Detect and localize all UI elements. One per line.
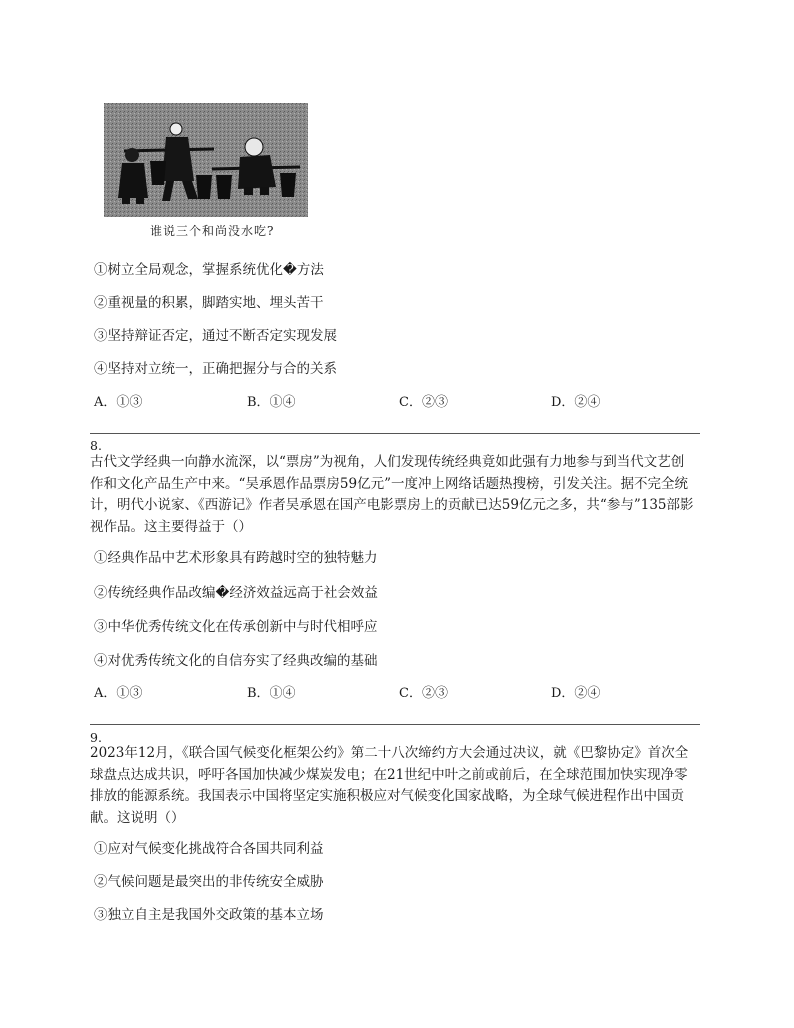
q9-stem (90, 743, 700, 829)
q7-statement-2: ②重视量的积累，脚踏实地、埋头苦干 (94, 295, 324, 311)
q7-statement-1: ①树立全局观念，掌握系统优化�方法 (94, 262, 324, 278)
q8-stem-line-2: 作和文化产品生产中来。“吴承恩作品票房59亿元”一度冲上网络话题热搜榜，引发关注。据不完全统 (90, 475, 688, 492)
q7-statement-4: ④坚持对立统一，正确把握分与合的关系 (94, 361, 337, 377)
q9-stem-line-4: 献。这说明（） (90, 809, 185, 826)
question-divider (90, 724, 700, 725)
cartoon-image (104, 103, 308, 217)
q9-statement-1: ①应对气候变化挑战符合各国共同利益 (94, 841, 324, 857)
q8-statement-4: ④对优秀传统文化的自信夯实了经典改编的基础 (94, 653, 378, 669)
q8-number: 8. (90, 438, 102, 453)
q7-option-a[interactable]: A．①③ (94, 395, 143, 410)
q8-stem-line-4: 视作品。这主要得益于（） (90, 518, 252, 535)
q9-stem-line-1: 2023年12月，《联合国气候变化框架公约》第二十八次缔约方大会通过决议，就《巴黎协定》首次全 (90, 745, 689, 761)
q9-stem-line-2: 球盘点达成共识，呼吁各国加快减少煤炭发电；在21世纪中叶之前或前后，在全球范围加快实现净零 (90, 766, 688, 783)
q7-statement-3: ③坚持辩证否定，通过不断否定实现发展 (94, 328, 337, 344)
q9-statement-2: ②气候问题是最突出的非传统安全威胁 (94, 874, 324, 890)
q8-option-c[interactable]: C．②③ (399, 686, 448, 701)
q9-stem-line-3: 排放的能源系统。我国表示中国将坚定实施积极应对气候变化国家战略，为全球气候进程作出中国贡 (90, 788, 684, 804)
q8-stem-line-1: 古代文学经典一向静水流深，以“票房”为视角，人们发现传统经典竟如此强有力地参与到当代文艺创 (90, 454, 685, 470)
q8-statement-2: ②传统经典作品改编�经济效益远高于社会效益 (94, 585, 378, 601)
q8-option-b[interactable]: B．①④ (247, 686, 296, 701)
q8-option-d[interactable]: D．②④ (551, 686, 601, 701)
q9-statement-3: ③独立自主是我国外交政策的基本立场 (94, 907, 324, 923)
q8-statement-3: ③中华优秀传统文化在传承创新中与时代相呼应 (94, 619, 378, 635)
q8-statement-1: ①经典作品中艺术形象具有跨越时空的独特魅力 (94, 550, 378, 566)
q8-option-a[interactable]: A．①③ (94, 686, 143, 701)
q7-option-c[interactable]: C．②③ (399, 395, 448, 410)
q8-stem-line-3: 计，明代小说家、《西游记》作者吴承恩在国产电影票房上的贡献已达59亿元之多，共“参与”135部影 (90, 497, 694, 513)
cartoon-caption: 谁说三个和尚没水吃? (150, 224, 275, 238)
q7-option-b[interactable]: B．①④ (247, 395, 296, 410)
q8-stem (90, 452, 700, 538)
q9-number: 9. (90, 730, 102, 745)
q7-option-d[interactable]: D．②④ (551, 395, 601, 410)
question-divider (90, 433, 700, 434)
cartoon-illustration (104, 103, 308, 217)
